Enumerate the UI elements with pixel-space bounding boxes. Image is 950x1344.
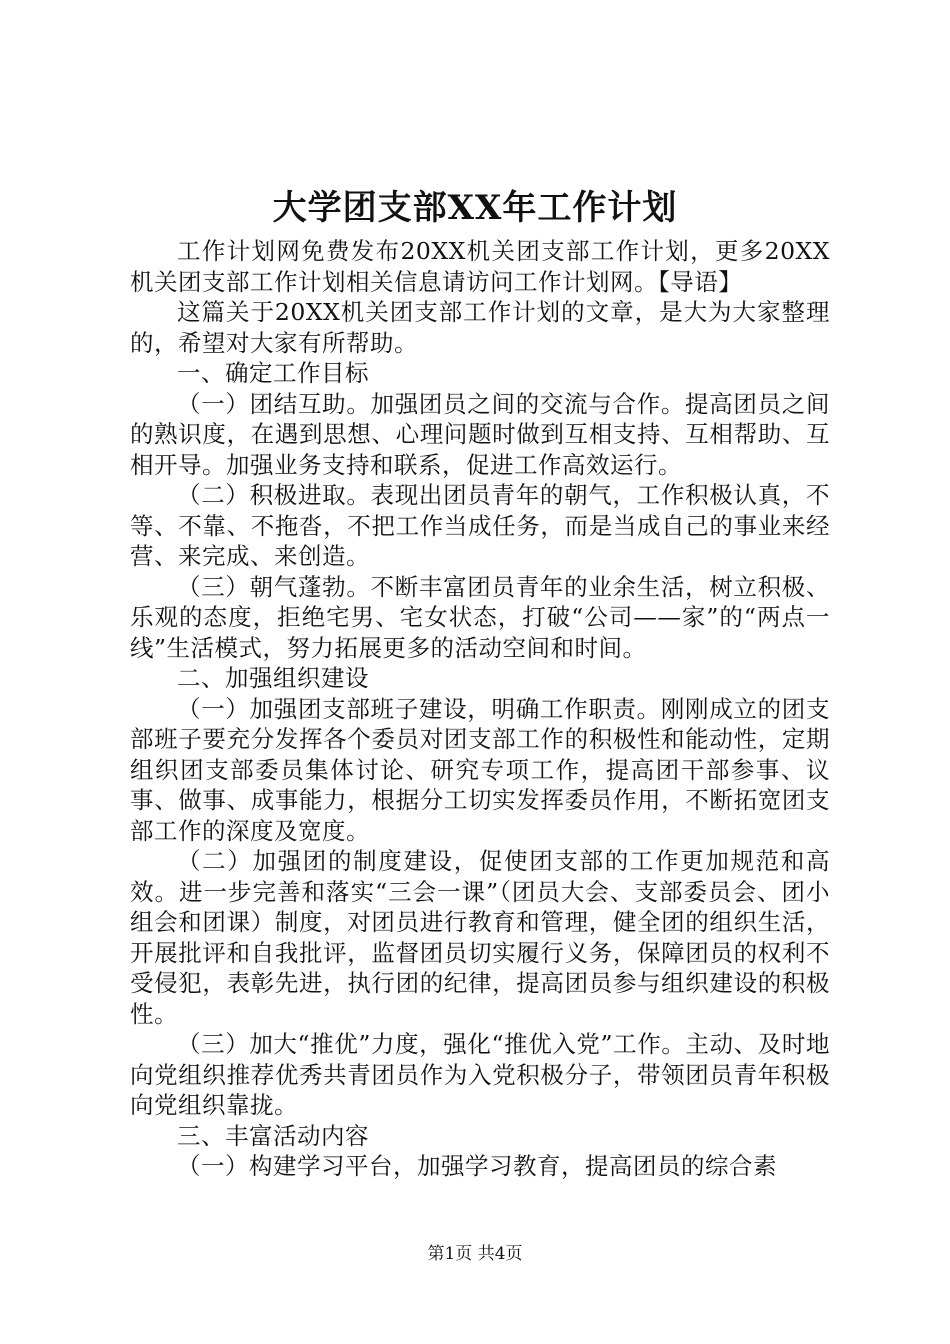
paragraph-2-2: （二）加强团的制度建设，促使团支部的工作更加规范和高效。进一步完善和落实“三会一课”（团员大会、支部委员会、团小组会和团课）制度，对团员进行教育和管理，健全团的组织生活，开展批评和自我批评，监督团员切实履行义务，保障团员的权利不受侵犯，表彰先进，执行团的纪律，提高团员参与组织建设的积极性。 [130,847,830,1028]
paragraph-2-1: （一）加强团支部班子建设，明确工作职责。刚刚成立的团支部班子要充分发挥各个委员对团支部工作的积极性和能动性，定期组织团支部委员集体讨论、研究专项工作，提高团干部参事、议事、做事、成事能力，根据分工切实发挥委员作用，不断拓宽团支部工作的深度及宽度。 [130,694,830,845]
paragraph-1-1: （一）团结互助。加强团员之间的交流与合作。提高团员之间的熟识度，在遇到思想、心理问题时做到互相支持、互相帮助、互相开导。加强业务支持和联系，促进工作高效运行。 [130,389,830,479]
document-body [130,236,830,1182]
paragraph-1-3: （三）朝气蓬勃。不断丰富团员青年的业余生活，树立积极、乐观的态度，拒绝宅男、宅女状态，打破“公司——家”的“两点一线”生活模式，努力拓展更多的活动空间和时间。 [130,572,830,662]
paragraph-2-3: （三）加大“推优”力度，强化“推优入党”工作。主动、及时地向党组织推荐优秀共青团员作为入党积极分子，带领团员青年积极向党组织靠拢。 [130,1030,830,1119]
page-footer: 第1页 共4页 [427,1244,523,1264]
section-heading-3: 三、丰富活动内容 [177,1121,369,1150]
section-heading-1: 一、确定工作目标 [177,359,369,387]
paragraph-3-1: （一）构建学习平台，加强学习教育，提高团员的综合素 [177,1152,777,1180]
paragraph-intro-1: 工作计划网免费发布20XX机关团支部工作计划，更多20XX机关团支部工作计划相关信息请访问工作计划网。【导语】 [130,237,830,296]
paragraph-intro-2: 这篇关于20XX机关团支部工作计划的文章，是大为大家整理的，希望对大家有所帮助。 [130,298,830,357]
paragraph-1-2: （二）积极进取。表现出团员青年的朝气，工作积极认真，不等、不靠、不拖沓，不把工作当成任务，而是当成自己的事业来经营、来完成、来创造。 [130,481,830,570]
section-heading-2: 二、加强组织建设 [177,664,369,692]
document-title: 大学团支部XX年工作计划 [272,188,678,228]
